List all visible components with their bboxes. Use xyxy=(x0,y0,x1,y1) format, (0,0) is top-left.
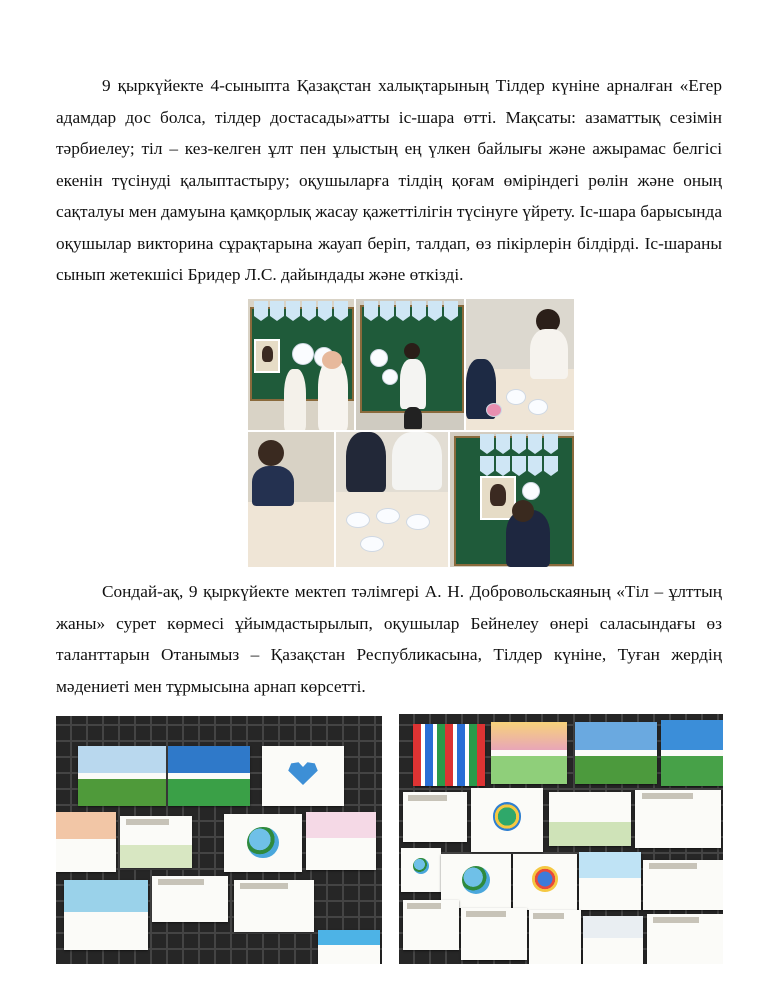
drawing-girl xyxy=(461,908,527,960)
drawing-yurt-landscape xyxy=(168,746,250,806)
photo-paper-circles xyxy=(336,432,448,567)
drawing-hands xyxy=(234,880,314,932)
drawing-heart xyxy=(262,746,344,806)
drawing-sketch-4 xyxy=(647,914,723,964)
drawing-dove-2 xyxy=(635,790,721,848)
photo-girl-board-portrait xyxy=(450,432,574,567)
drawing-kazakhstan-globe xyxy=(471,788,543,852)
drawings-exhibition-right xyxy=(399,714,723,964)
drawing-globe-2 xyxy=(401,848,441,892)
drawing-landscape xyxy=(78,746,166,806)
drawing-dove-3 xyxy=(579,852,641,910)
drawing-boy xyxy=(529,910,581,964)
drawing-village xyxy=(120,816,192,868)
drawing-rainbow xyxy=(491,722,567,784)
drawing-flags-2 xyxy=(583,916,643,964)
drawings-exhibition-left xyxy=(56,716,382,964)
photo-board-children xyxy=(248,299,354,430)
drawing-hands-2 xyxy=(403,900,459,950)
drawing-yurts xyxy=(575,722,657,784)
drawing-pastel xyxy=(56,812,116,872)
event-photo-collage xyxy=(248,299,574,567)
drawing-children xyxy=(306,812,376,870)
drawing-kazakhstan xyxy=(318,930,380,964)
photo-desk-activity xyxy=(466,299,574,430)
drawing-sketch-2 xyxy=(403,792,467,842)
drawing-sketch xyxy=(152,876,228,922)
photo-girl-at-board xyxy=(356,299,464,430)
drawing-landscape-2 xyxy=(661,720,723,786)
paragraph-exhibition-description: Сондай-ақ, 9 қыркүйекте мектеп тәлімгері А. Н. Добровольскаяның «Тіл – ұлттың жаны» сурет көрмесі ұйымдастырылып, оқушылар Бейнелеу өнері саласындағы өз таланттарын Отанымыз – Қазақстан Республикасына, Тілдер күніне, Туған жердің мәдениеті мен тұрмысына арнап көрсетті. xyxy=(56,582,722,696)
drawing-world-flags xyxy=(513,854,577,910)
drawing-dove xyxy=(64,880,148,950)
drawing-sketch-3 xyxy=(643,860,723,910)
paragraph-event-description: 9 қыркүйекте 4-сыныпта Қазақстан халықтарының Тілдер күніне арналған «Егер адамдар дос болса, тілдер достасады»атты іс-шара өтті. Мақсаты: азаматтық сезімін тәрбиелеу; тіл – кез-келген ұлт пен ұлыстың ең үлкен байлығы және ажырамас белгісі екенін түсінуді қалыптастыру; оқушыларға тілдің қоғам өміріндегі рөлін және оның сақталуы мен дамуына қамқорлық жасау қажеттілігін түсінуге үйрету. Іс-шара барысында оқушылар викторина сұрақтарына жауап беріп, талдап, өз пікірлерін білдірді. Іс-шараны сынып жетекшісі Бридер Л.С. дайындады және өткізді. xyxy=(56,76,722,284)
drawing-globe xyxy=(224,814,302,872)
photo-boy-at-desk xyxy=(248,432,334,567)
drawing-flags xyxy=(413,724,485,786)
drawing-yurt-small xyxy=(549,792,631,846)
